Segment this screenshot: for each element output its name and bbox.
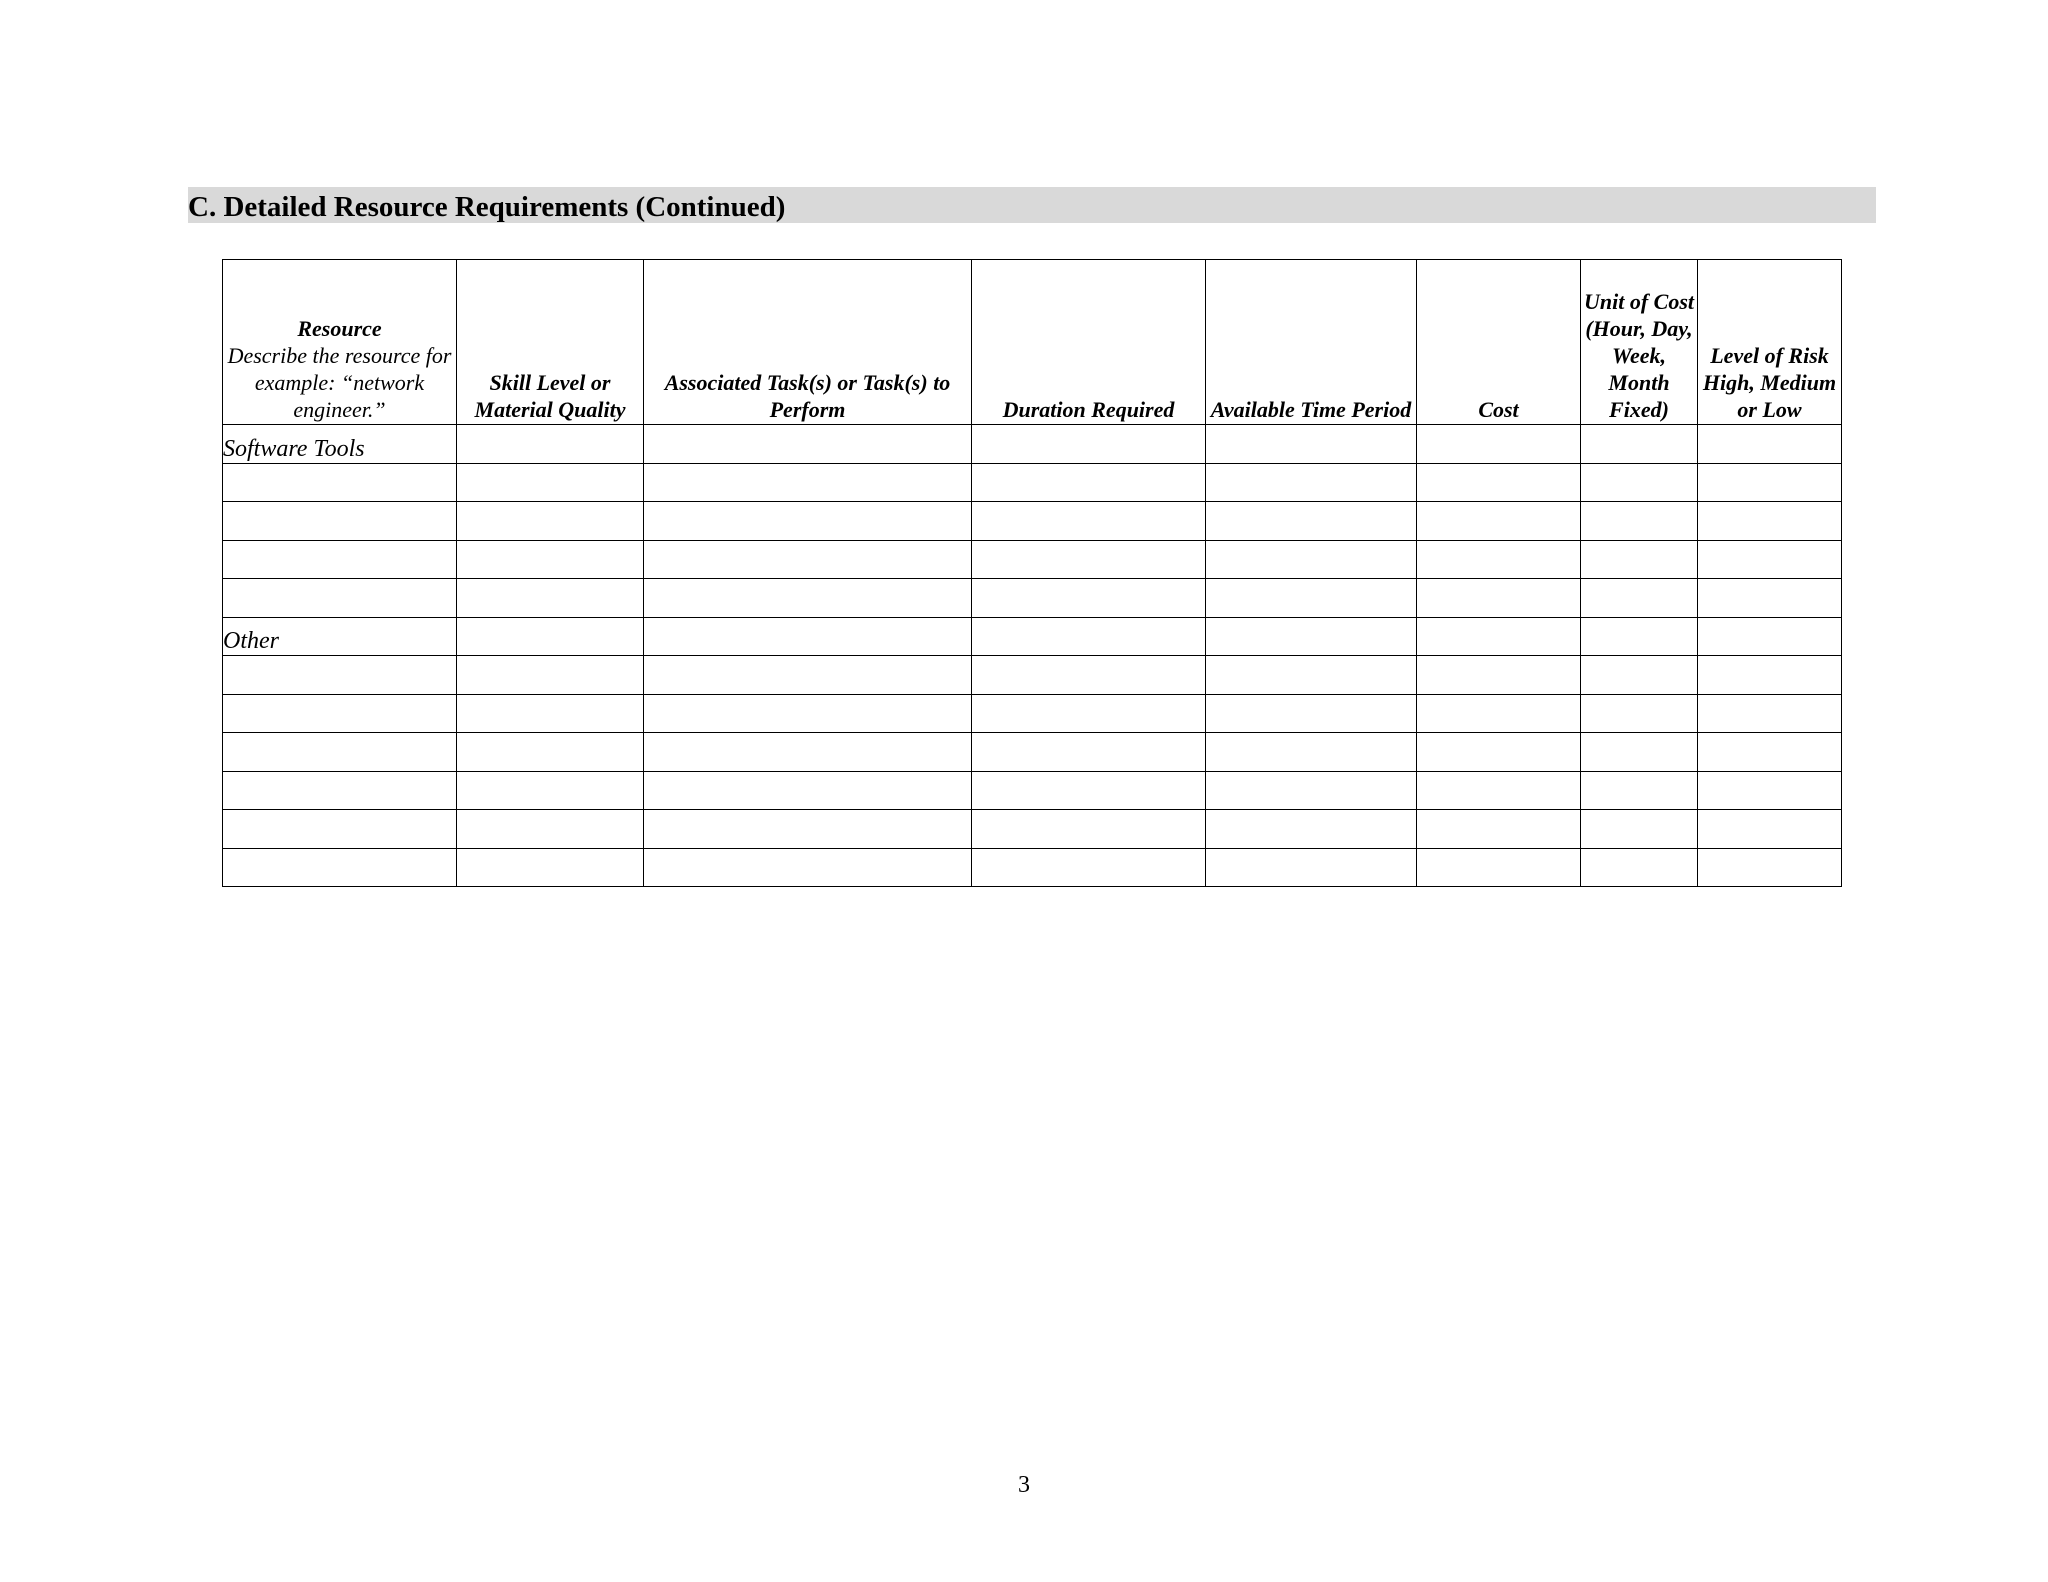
table-cell[interactable] — [1581, 733, 1698, 772]
table-cell[interactable] — [223, 848, 457, 887]
table-row — [223, 463, 1842, 502]
table-cell[interactable] — [1581, 617, 1698, 656]
table-cell[interactable] — [1581, 771, 1698, 810]
header-available-time-period: Available Time Period — [1206, 260, 1417, 425]
table-cell[interactable] — [223, 656, 457, 695]
table-cell[interactable] — [1581, 656, 1698, 695]
table-cell[interactable] — [1698, 425, 1842, 464]
table-cell[interactable] — [1417, 425, 1581, 464]
table-cell[interactable] — [1206, 540, 1417, 579]
table-cell[interactable] — [457, 810, 644, 849]
table-cell[interactable] — [644, 656, 972, 695]
table-cell[interactable] — [1206, 848, 1417, 887]
category-software-tools: Software Tools — [223, 425, 457, 464]
table-cell[interactable] — [1581, 540, 1698, 579]
table-cell[interactable] — [1206, 425, 1417, 464]
table-row — [223, 810, 1842, 849]
header-resource-title: Resource — [297, 316, 382, 341]
table-cell[interactable] — [1206, 694, 1417, 733]
table-row — [223, 540, 1842, 579]
table-cell[interactable] — [1417, 617, 1581, 656]
table-cell[interactable] — [1417, 733, 1581, 772]
table-cell[interactable] — [1698, 771, 1842, 810]
page-number: 3 — [1018, 1472, 1030, 1498]
table-header-row — [223, 260, 1842, 425]
table-cell[interactable] — [1206, 656, 1417, 695]
table-cell[interactable] — [972, 425, 1206, 464]
header-associated-tasks: Associated Task(s) or Task(s) to Perform — [644, 260, 972, 425]
table-cell[interactable] — [457, 540, 644, 579]
table-cell[interactable] — [1417, 810, 1581, 849]
table-cell[interactable] — [1581, 463, 1698, 502]
header-unit-of-cost: Unit of Cost (Hour, Day, Week, Month Fixed) — [1581, 260, 1698, 425]
table-cell[interactable] — [223, 463, 457, 502]
table-cell[interactable] — [1698, 656, 1842, 695]
section-title: C. Detailed Resource Requirements (Continued) — [188, 191, 786, 223]
table-cell[interactable] — [1581, 810, 1698, 849]
table-cell[interactable] — [223, 540, 457, 579]
table-row — [223, 579, 1842, 618]
table-cell[interactable] — [1698, 617, 1842, 656]
table-cell[interactable] — [972, 540, 1206, 579]
table-cell[interactable] — [1698, 502, 1842, 541]
table-cell[interactable] — [1417, 540, 1581, 579]
table-cell[interactable] — [457, 579, 644, 618]
table-cell[interactable] — [457, 771, 644, 810]
table-cell[interactable] — [644, 425, 972, 464]
table-cell[interactable] — [223, 694, 457, 733]
table-cell[interactable] — [223, 771, 457, 810]
table-cell[interactable] — [644, 771, 972, 810]
table-cell[interactable] — [1698, 694, 1842, 733]
table-cell[interactable] — [644, 540, 972, 579]
table-cell[interactable] — [1698, 733, 1842, 772]
table-cell[interactable] — [1698, 810, 1842, 849]
table-cell[interactable] — [457, 848, 644, 887]
table-cell[interactable] — [972, 463, 1206, 502]
table-cell[interactable] — [1206, 810, 1417, 849]
table-cell[interactable] — [972, 656, 1206, 695]
table-cell[interactable] — [972, 771, 1206, 810]
table-cell[interactable] — [644, 810, 972, 849]
table-row — [223, 771, 1842, 810]
table-cell[interactable] — [1698, 540, 1842, 579]
table-cell[interactable] — [972, 733, 1206, 772]
table-row — [223, 848, 1842, 887]
table-cell[interactable] — [457, 617, 644, 656]
table-cell[interactable] — [1698, 848, 1842, 887]
header-resource — [223, 260, 457, 425]
table-cell[interactable] — [972, 617, 1206, 656]
table-cell[interactable] — [644, 502, 972, 541]
table-cell[interactable] — [644, 579, 972, 618]
table-cell[interactable] — [1206, 579, 1417, 618]
table-cell[interactable] — [457, 694, 644, 733]
resource-requirements-table — [222, 259, 1842, 887]
table-cell[interactable] — [1206, 771, 1417, 810]
table-cell[interactable] — [972, 848, 1206, 887]
table-cell[interactable] — [1417, 771, 1581, 810]
table-cell[interactable] — [1206, 617, 1417, 656]
table-cell[interactable] — [457, 733, 644, 772]
table-row — [223, 656, 1842, 695]
table-cell[interactable] — [223, 502, 457, 541]
table-cell[interactable] — [1581, 425, 1698, 464]
table-cell[interactable] — [223, 810, 457, 849]
header-duration-required: Duration Required — [972, 260, 1206, 425]
table-row — [223, 425, 1842, 464]
table-cell[interactable] — [223, 733, 457, 772]
table-cell[interactable] — [457, 463, 644, 502]
table-cell[interactable] — [457, 502, 644, 541]
table-cell[interactable] — [644, 694, 972, 733]
table-cell[interactable] — [457, 656, 644, 695]
header-resource-description: Describe the resource for example: “network engineer.” — [227, 343, 452, 422]
table-cell[interactable] — [1417, 848, 1581, 887]
table-cell[interactable] — [1581, 502, 1698, 541]
table-cell[interactable] — [644, 848, 972, 887]
table-cell[interactable] — [1698, 579, 1842, 618]
table-cell[interactable] — [1417, 463, 1581, 502]
table-cell[interactable] — [644, 463, 972, 502]
table-cell[interactable] — [1581, 848, 1698, 887]
table-cell[interactable] — [972, 502, 1206, 541]
table-cell[interactable] — [1698, 463, 1842, 502]
header-level-of-risk: Level of Risk High, Medium or Low — [1698, 260, 1842, 425]
category-other: Other — [223, 617, 457, 656]
table-cell[interactable] — [972, 694, 1206, 733]
table-cell[interactable] — [644, 617, 972, 656]
table-cell[interactable] — [1417, 579, 1581, 618]
header-skill-level: Skill Level or Material Quality — [457, 260, 644, 425]
table-cell[interactable] — [644, 733, 972, 772]
table-row — [223, 694, 1842, 733]
table-cell[interactable] — [1417, 656, 1581, 695]
table-cell[interactable] — [1417, 694, 1581, 733]
table-cell[interactable] — [972, 579, 1206, 618]
table-row — [223, 733, 1842, 772]
table-cell[interactable] — [972, 810, 1206, 849]
header-cost: Cost — [1417, 260, 1581, 425]
table-cell[interactable] — [1581, 694, 1698, 733]
table-cell[interactable] — [1581, 579, 1698, 618]
table-cell[interactable] — [457, 425, 644, 464]
table-row — [223, 617, 1842, 656]
table-cell[interactable] — [1206, 502, 1417, 541]
table-cell[interactable] — [223, 579, 457, 618]
table-cell[interactable] — [1206, 733, 1417, 772]
table-cell[interactable] — [1417, 502, 1581, 541]
table-row — [223, 502, 1842, 541]
table-cell[interactable] — [1206, 463, 1417, 502]
